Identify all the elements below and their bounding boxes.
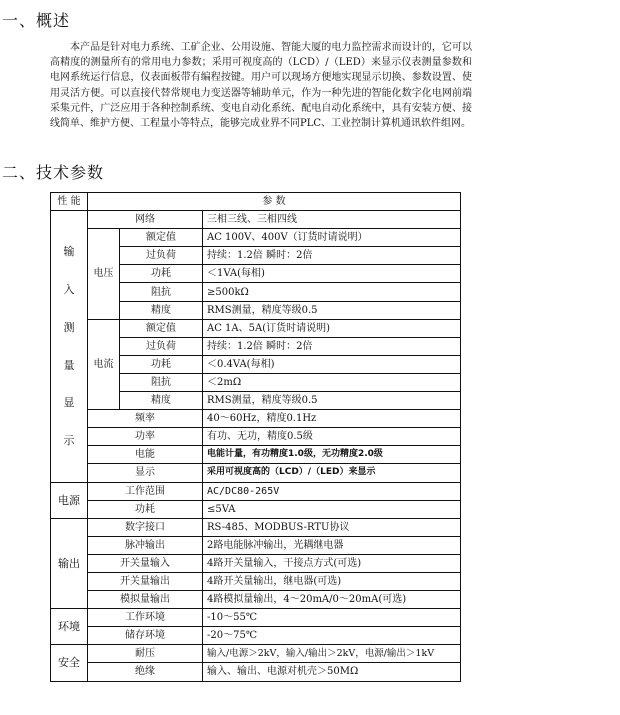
row-label: 绝缘 (88, 663, 203, 681)
subgroup-current: 电流 (88, 319, 120, 409)
row-value: 4路模拟量输出，4～20mA/0～20mA(可选) (203, 591, 461, 609)
row-value: 电能计量，有功精度1.0级，无功精度2.0级 (203, 446, 461, 464)
row-label: 过负荷 (120, 337, 203, 355)
table-row (51, 482, 461, 500)
table-row (51, 500, 461, 518)
table-row (51, 446, 461, 464)
row-value: ＜0.4VA(每相) (203, 355, 461, 373)
table-row (51, 554, 461, 572)
row-label: 额定值 (120, 319, 203, 337)
row-value: RMS测量，精度等级0.5 (203, 301, 461, 319)
row-label: 功耗 (120, 355, 203, 373)
group-char: 测 (63, 320, 75, 334)
row-value: 4路开关量输入，干接点方式(可选) (203, 554, 461, 572)
row-label: 额定值 (120, 229, 203, 247)
row-label: 耐压 (88, 645, 203, 663)
row-label: 工作范围 (88, 482, 203, 500)
table-row (51, 464, 461, 482)
header-param: 参 数 (88, 193, 461, 211)
subgroup-voltage: 电压 (88, 229, 120, 319)
table-row (51, 410, 461, 428)
row-value: ≥500kΩ (203, 283, 461, 301)
section-title-specs: 二、技术参数 (2, 163, 105, 182)
row-label: 脉冲输出 (88, 536, 203, 554)
group-safety: 安全 (51, 645, 88, 681)
row-value: -20～75℃ (203, 627, 461, 645)
row-value: 三相三线、三相四线 (203, 211, 461, 229)
row-label: 精度 (120, 392, 203, 410)
row-value: 2路电能脉冲输出，光耦继电器 (203, 536, 461, 554)
group-environment: 环境 (51, 609, 88, 645)
table-row (51, 211, 461, 229)
row-label: 频率 (88, 410, 203, 428)
table-row (51, 591, 461, 609)
row-value: 4路开关量输出，继电器(可选) (203, 572, 461, 590)
row-value: 输入/电源＞2kV，输入/输出＞2kV，电源/输出＞1kV (203, 645, 461, 663)
table-row (51, 572, 461, 590)
row-label: 电能 (88, 446, 203, 464)
row-label: 网络 (88, 211, 203, 229)
row-value: AC 100V、400V（订货时请说明） (203, 229, 461, 247)
group-output: 输出 (51, 518, 88, 608)
table-row (51, 428, 461, 446)
table-header-row (51, 193, 461, 211)
row-value: AC 1A、5A(订货时请说明) (203, 319, 461, 337)
row-value: 输入、输出、电源对机壳＞50MΩ (203, 663, 461, 681)
row-label: 开关量输出 (88, 572, 203, 590)
group-input-measure-display (51, 211, 88, 482)
row-label: 显示 (88, 464, 203, 482)
row-label: 阻抗 (120, 373, 203, 391)
table-row (51, 645, 461, 663)
spec-table (50, 192, 461, 682)
row-label: 精度 (120, 301, 203, 319)
row-label: 储存环境 (88, 627, 203, 645)
table-row (51, 627, 461, 645)
row-value: RS-485、MODBUS-RTU协议 (203, 518, 461, 536)
row-label: 模拟量输出 (88, 591, 203, 609)
row-label: 功耗 (88, 500, 203, 518)
row-value: ≤5VA (203, 500, 461, 518)
table-row (51, 609, 461, 627)
table-row (51, 663, 461, 681)
row-label: 工作环境 (88, 609, 203, 627)
row-label: 过负荷 (120, 247, 203, 265)
group-char: 示 (63, 434, 75, 448)
group-char: 显 (63, 396, 75, 410)
row-label: 开关量输入 (88, 554, 203, 572)
header-perf: 性 能 (51, 193, 88, 211)
row-label: 数字接口 (88, 518, 203, 536)
overview-paragraph: 本产品是针对电力系统、工矿企业、公用设施、智能大厦的电力监控需求而设计的，它可以高精度的测量所有的常用电力参数；采用可视度高的（LCD）/（LED）来显示仪表测量参数和电网系统运行信息，仪表面板带有编程按键。用户可以现场方便地实现显示切换、参数设置、使用灵活方便。可以直接代替常规电力变送器等辅助单元，作为一种先进的智能化数字化电网前端采集元件，广泛应用于各种控制系统、变电自动化系统、配电自动化系统中，具有安装方便、接线简单、维护方便、工程量小等特点，能够完成业界不同PLC、工业控制计算机通讯软件组网。 (50, 42, 472, 130)
row-value: -10～55℃ (203, 609, 461, 627)
table-row (51, 319, 461, 337)
group-char: 入 (63, 283, 75, 297)
table-row (51, 229, 461, 247)
section-title-overview: 一、概述 (2, 11, 71, 30)
row-value: AC/DC80-265V (203, 482, 461, 500)
row-value: 40～60Hz，精度0.1Hz (203, 410, 461, 428)
row-value: ＜2mΩ (203, 373, 461, 391)
table-row (51, 518, 461, 536)
table-row (51, 536, 461, 554)
row-value: 持续：1.2倍 瞬时：2倍 (203, 337, 461, 355)
row-value: 有功、无功，精度0.5级 (203, 428, 461, 446)
row-label: 功率 (88, 428, 203, 446)
group-char: 量 (63, 358, 75, 372)
group-char: 输 (63, 245, 75, 259)
row-value: ＜1VA(每相) (203, 265, 461, 283)
row-label: 阻抗 (120, 283, 203, 301)
row-label: 功耗 (120, 265, 203, 283)
row-value: 采用可视度高的（LCD）/（LED）来显示 (203, 464, 461, 482)
row-value: RMS测量，精度等级0.5 (203, 392, 461, 410)
row-value: 持续：1.2倍 瞬时：2倍 (203, 247, 461, 265)
group-power-supply: 电源 (51, 482, 88, 518)
